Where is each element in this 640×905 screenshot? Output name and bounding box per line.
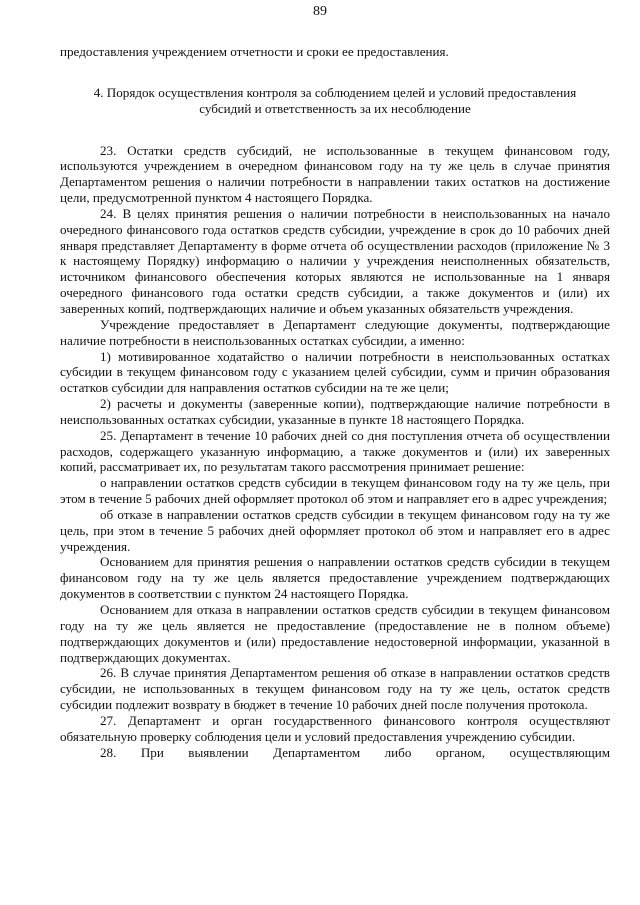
decision-refuse: об отказе в направлении остатков средств субсидии в текущем финансовом году на ту же цель, при этом в течение 5 рабочих дней оформляет протокол об этом и направляет его в адрес учреждения. bbox=[60, 506, 610, 554]
basis-approve: Основанием для принятия решения о направлении остатков средств субсидии в текущем финансовом году на ту же цель является предоставление учреждением подтверждающих документов в соответствии с пунктом 24 настоящего Порядка. bbox=[60, 554, 610, 602]
basis-refuse: Основанием для отказа в направлении остатков средств субсидии в текущем финансовом году на ту же цель является не предоставление (предоставление не в полном объеме) подтверждающих документов и (или) предоставление недостоверной информации, указанной в подтверждающих документах. bbox=[60, 602, 610, 665]
list-item-2: 2) расчеты и документы (заверенные копии), подтверждающие наличие потребности в неиспользованных остатках субсидии, указанные в пункте 18 настоящего Порядка. bbox=[60, 396, 610, 427]
page-number: 89 bbox=[313, 4, 327, 19]
paragraph-28: 28. При выявлении Департаментом либо органом, осуществляющим bbox=[100, 744, 610, 760]
list-item-1: 1) мотивированное ходатайство о наличии потребности в неиспользованных остатках субсидии в текущем финансовом году с указанием целей субсидии, сумм и причин образования остатков субсидии для направления остатков субсидии на те же цели; bbox=[60, 348, 610, 396]
section-heading: 4. Порядок осуществления контроля за соблюдением целей и условий предоставления субсидий и ответственность за их несоблюдение bbox=[93, 84, 577, 116]
paragraph-23: 23. Остатки средств субсидий, не использованные в текущем финансовом году, используются учреждением в очередном финансовом году на ту же цель в случае принятия Департаментом решения о наличии потребности в направлении таких остатков на достижение цели, предусмотренной пунктом 4 настоящего Порядка. bbox=[60, 142, 610, 206]
paragraph-25: 25. Департамент в течение 10 рабочих дней со дня поступления отчета об осуществлении расходов, содержащего указанную информацию, а также документов и (или) их заверенных копий, рассматривает их, по результатам такого рассмотрения принимает решение: bbox=[60, 427, 610, 475]
paragraph-26: 26. В случае принятия Департаментом решения об отказе в направлении остатков средств субсидии, не использованных в текущем финансовом году на ту же цель, остаток средств субсидии подлежит возврату в бюджет в течение 10 рабочих дней после получения протокола. bbox=[60, 665, 610, 713]
paragraph-24: 24. В целях принятия решения о наличии потребности в неиспользованных на начало очередного финансового года остатков средств субсидии, учреждение в срок до 10 рабочих дней января представляет Департаменту в форме отчета об осуществлении расходов (приложение № 3 к настоящему Порядку) информацию о наличии у учреждения неисполненных обязательств, источником финансового обеспечения которых являются не использованные на 1 января очередного финансового года остатки средств субсидии, а также документов и (или) их заверенных копий, подтверждающих наличие и объем указанных обязательств учреждения. bbox=[60, 205, 610, 316]
paragraph-27: 27. Департамент и орган государственного финансового контроля осуществляют обязательную проверку соблюдения цели и условий предоставления учреждению субсидии. bbox=[60, 712, 610, 744]
opening-line: предоставления учреждением отчетности и сроки ее предоставления. bbox=[60, 44, 449, 59]
paragraph-documents-intro: Учреждение предоставляет в Департамент следующие документы, подтверждающие наличие потребности в неиспользованных остатках субсидии, а именно: bbox=[60, 316, 610, 348]
document-body bbox=[60, 44, 610, 760]
decision-approve: о направлении остатков средств субсидии в текущем финансовом году на ту же цель, при этом в течение 5 рабочих дней оформляет протокол об этом и направляет его в адрес учреждения; bbox=[60, 475, 610, 507]
